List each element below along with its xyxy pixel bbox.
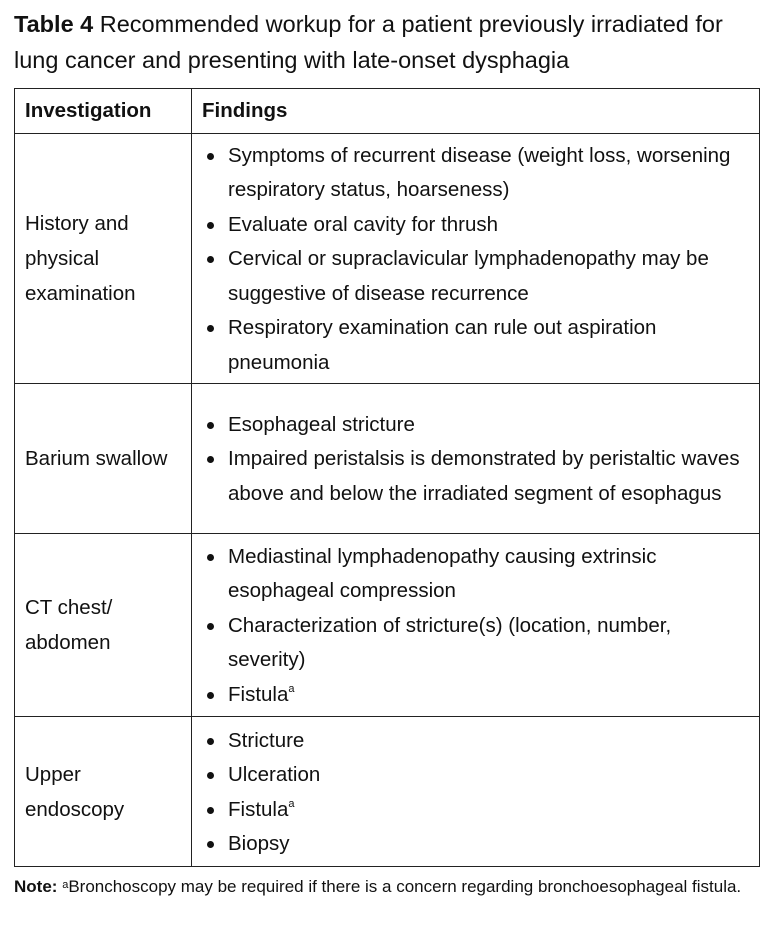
- finding-item: [202, 827, 749, 862]
- finding-text: Fistula: [228, 682, 289, 706]
- table-row: [15, 534, 760, 717]
- findings-list: [202, 408, 749, 512]
- investigation-cell: Upper endoscopy: [15, 717, 192, 867]
- finding-text: Biopsy: [228, 832, 290, 855]
- note-label: Note:: [14, 877, 58, 896]
- finding-text: Impaired peristalsis is demonstrated by peristaltic waves above and below the irradiated segment of esophagus: [228, 447, 740, 505]
- finding-item: [202, 408, 749, 443]
- finding-item: [202, 540, 749, 609]
- finding-item: [202, 442, 749, 511]
- table-row: [15, 134, 760, 384]
- footnote-marker: a: [288, 797, 295, 810]
- finding-item: [202, 793, 749, 828]
- workup-table: [14, 88, 760, 867]
- finding-text: Respiratory examination can rule out aspiration pneumonia: [228, 316, 657, 374]
- header-investigation: Investigation: [15, 89, 192, 134]
- table-caption: [14, 6, 764, 78]
- note-text: Bronchoscopy may be required if there is a concern regarding bronchoesophageal fistula.: [68, 877, 742, 896]
- investigation-cell: History and physical examination: [15, 134, 192, 384]
- finding-text: Cervical or supraclavicular lymphadenopathy may be suggestive of disease recurrence: [228, 247, 709, 305]
- table-row: [15, 384, 760, 534]
- finding-text: Ulceration: [228, 763, 321, 786]
- finding-item: [202, 724, 749, 759]
- finding-item: [202, 609, 749, 678]
- header-row: [15, 89, 760, 134]
- finding-text: Symptoms of recurrent disease (weight loss, worsening respiratory status, hoarseness): [228, 143, 731, 202]
- finding-text: Stricture: [228, 728, 305, 752]
- note-superscript: a: [62, 879, 69, 891]
- findings-list: [202, 540, 749, 713]
- findings-cell: [192, 534, 760, 717]
- investigation-cell: Barium swallow: [15, 384, 192, 534]
- finding-text: Fistula: [228, 797, 289, 821]
- table-label: Table 4: [14, 11, 94, 37]
- table-note: [14, 874, 760, 899]
- finding-item: [202, 311, 749, 380]
- findings-cell: [192, 717, 760, 867]
- finding-text: Mediastinal lymphadenopathy causing extrinsic esophageal compression: [228, 544, 657, 603]
- footnote-marker: a: [288, 682, 295, 695]
- table-title: Recommended workup for a patient previously irradiated for lung cancer and presenting with late-onset dysphagia: [14, 11, 723, 73]
- finding-item: [202, 242, 749, 311]
- findings-list: [202, 139, 749, 381]
- finding-item: [202, 139, 749, 208]
- finding-text: Characterization of stricture(s) (location, number, severity): [228, 613, 672, 672]
- finding-item: [202, 758, 749, 793]
- findings-cell: [192, 134, 760, 384]
- finding-item: [202, 208, 749, 243]
- finding-text: Evaluate oral cavity for thrush: [228, 212, 499, 236]
- finding-text: Esophageal stricture: [228, 412, 415, 436]
- table-row: [15, 717, 760, 867]
- finding-item: [202, 678, 749, 713]
- header-findings: Findings: [192, 89, 760, 134]
- findings-cell: [192, 384, 760, 534]
- findings-list: [202, 724, 749, 862]
- investigation-cell: CT chest/ abdomen: [15, 534, 192, 717]
